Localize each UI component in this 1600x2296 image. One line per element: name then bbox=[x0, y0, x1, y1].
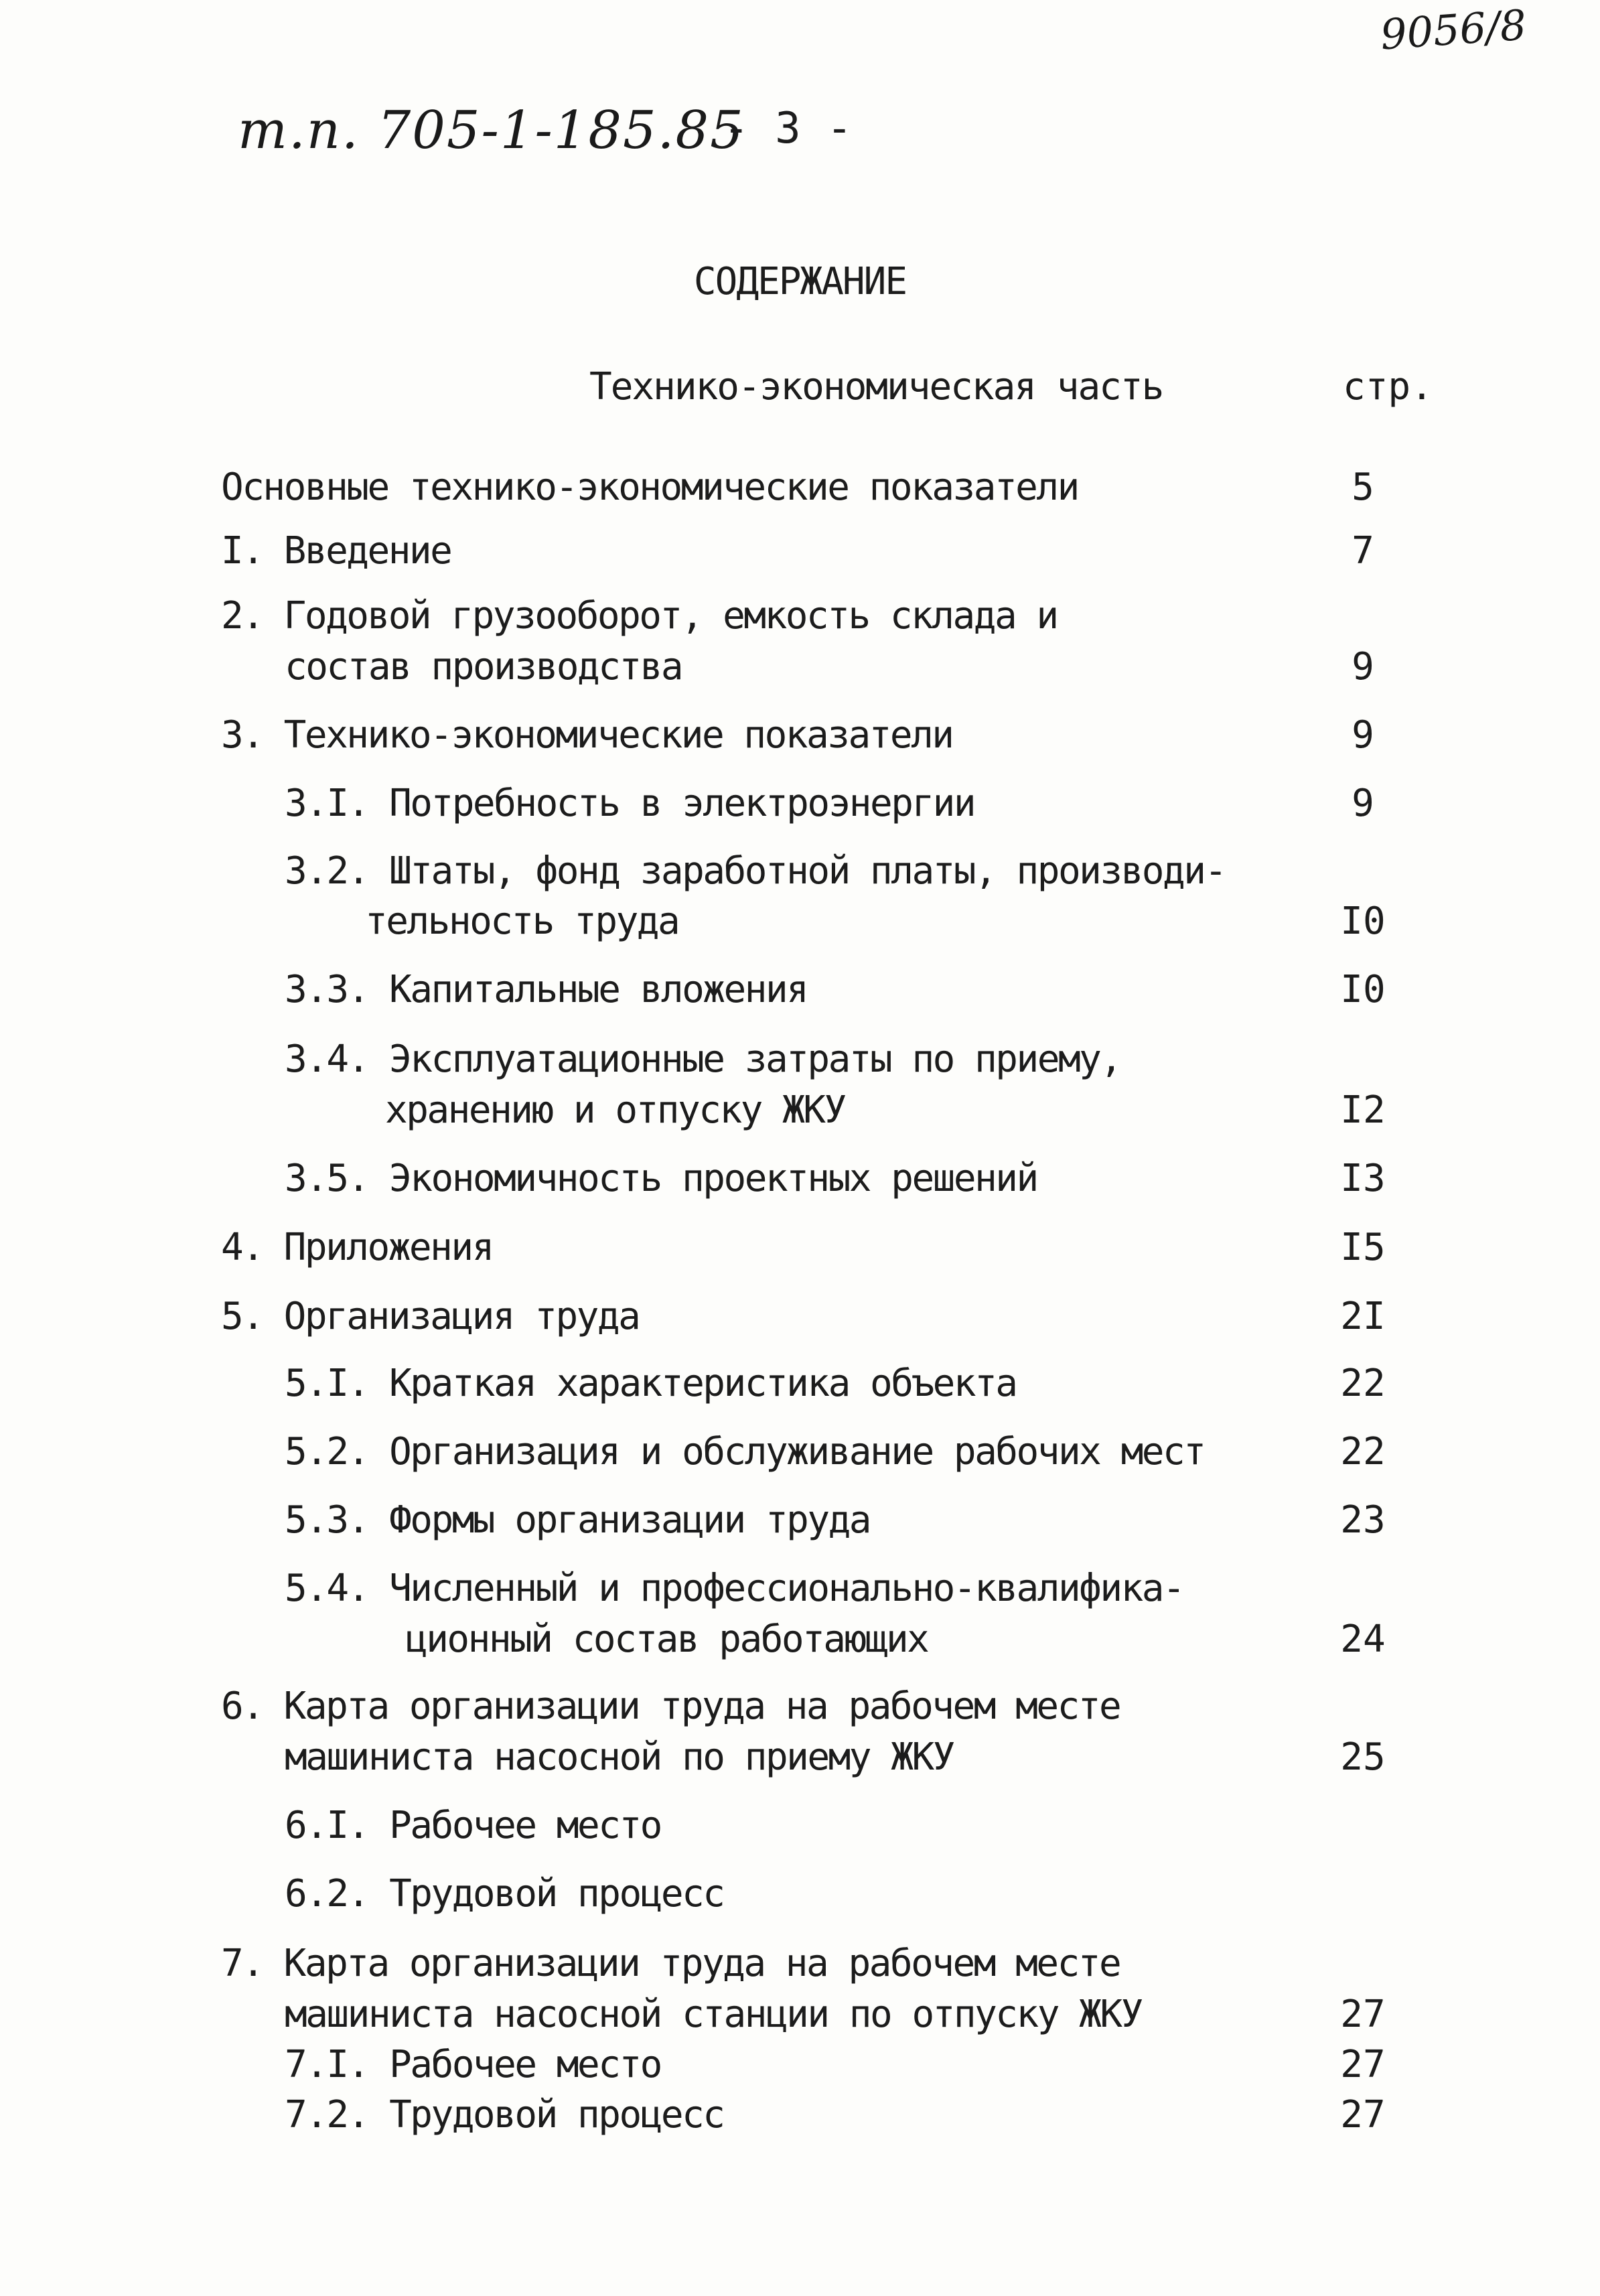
document-code: т.п. 705-1-185.85 bbox=[238, 100, 745, 161]
toc-entry-text: 7.I. Рабочее место bbox=[285, 2043, 661, 2086]
toc-entry-page: I5 bbox=[1340, 1226, 1386, 1269]
toc-entry-text: 7.2. Трудовой процесс bbox=[285, 2093, 724, 2137]
toc-entry-page: 2I bbox=[1340, 1295, 1386, 1338]
section-heading: Технико-экономическая часть bbox=[589, 365, 1163, 409]
toc-entry-text: машиниста насосной по приему ЖКУ bbox=[285, 1735, 954, 1779]
page-column-heading: стр. bbox=[1343, 365, 1433, 409]
toc-entry-text: 5.4. Численный и профессионально-квалифика- bbox=[285, 1567, 1184, 1610]
toc-entry-page: 27 bbox=[1340, 2093, 1386, 2137]
toc-entry-text: 3.2. Штаты, фонд заработной платы, производи- bbox=[285, 849, 1226, 893]
toc-entry-text: 2. Годовой грузооборот, емкость склада и bbox=[221, 594, 1058, 638]
toc-entry-page: 5 bbox=[1352, 465, 1374, 509]
toc-entry-text: хранению и отпуску ЖКУ bbox=[385, 1088, 845, 1132]
toc-entry-page: I0 bbox=[1340, 900, 1386, 943]
toc-entry-page: 27 bbox=[1340, 2043, 1386, 2086]
toc-entry-text: 5.3. Формы организации труда bbox=[285, 1498, 871, 1542]
toc-entry-page: I0 bbox=[1340, 968, 1386, 1011]
toc-entry-page: 22 bbox=[1340, 1430, 1386, 1474]
toc-entry-page: 7 bbox=[1352, 529, 1374, 573]
toc-entry-text: 3.4. Эксплуатационные затраты по приему, bbox=[285, 1037, 1121, 1081]
toc-entry-text: 5.I. Краткая характеристика объекта bbox=[285, 1362, 1017, 1405]
toc-entry-text: состав производства bbox=[285, 645, 682, 689]
inventory-number: 9056/8 bbox=[1378, 0, 1528, 60]
toc-entry-page: 27 bbox=[1340, 1993, 1386, 2036]
toc-entry-text: Основные технико-экономические показатели bbox=[221, 465, 1078, 509]
toc-entry-text: ционный состав работающих bbox=[405, 1618, 928, 1661]
toc-entry-page: 24 bbox=[1340, 1618, 1386, 1661]
toc-entry-text: тельность труда bbox=[365, 900, 679, 943]
toc-entry-text: машиниста насосной станции по отпуску ЖКУ bbox=[285, 1993, 1142, 2036]
toc-entry-page: 9 bbox=[1352, 782, 1374, 825]
toc-entry-page: 25 bbox=[1340, 1735, 1386, 1779]
page-number: - 3 - bbox=[723, 104, 853, 153]
toc-entry-text: 3.I. Потребность в электроэнергии bbox=[285, 782, 975, 825]
toc-entry-text: 7. Карта организации труда на рабочем месте bbox=[221, 1942, 1120, 1985]
toc-entry-page: I2 bbox=[1340, 1088, 1386, 1132]
toc-entry-text: 3.3. Капитальные вложения bbox=[285, 968, 808, 1011]
toc-entry-text: I. Введение bbox=[221, 529, 451, 573]
toc-entry-text: 6.I. Рабочее место bbox=[285, 1804, 661, 1847]
toc-entry-text: 6.2. Трудовой процесс bbox=[285, 1872, 724, 1916]
toc-entry-text: 5. Организация труда bbox=[221, 1295, 640, 1338]
page-title: СОДЕРЖАНИЕ bbox=[693, 260, 907, 303]
toc-entry-page: 9 bbox=[1352, 713, 1374, 757]
toc-entry-text: 3.5. Экономичность проектных решений bbox=[285, 1157, 1037, 1200]
toc-entry-page: 9 bbox=[1352, 645, 1374, 689]
toc-entry-page: I3 bbox=[1340, 1157, 1386, 1200]
toc-entry-text: 4. Приложения bbox=[221, 1226, 493, 1269]
toc-entry-page: 23 bbox=[1340, 1498, 1386, 1542]
toc-entry-text: 5.2. Организация и обслуживание рабочих мест bbox=[285, 1430, 1205, 1474]
toc-entry-page: 22 bbox=[1340, 1362, 1386, 1405]
toc-entry-text: 6. Карта организации труда на рабочем месте bbox=[221, 1684, 1120, 1728]
toc-entry-text: 3. Технико-экономические показатели bbox=[221, 713, 953, 757]
